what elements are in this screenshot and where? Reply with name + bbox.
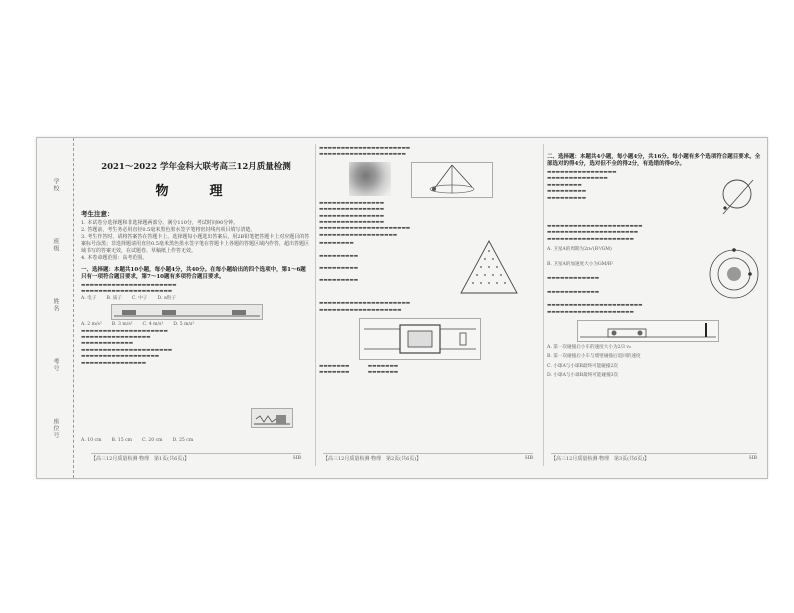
question-text: ▬▬▬▬▬▬▬▬▬▬▬▬▬▬▬▬▬▬▬▬ bbox=[319, 152, 406, 158]
spring-block-figure bbox=[251, 408, 293, 428]
toy-photo bbox=[349, 162, 391, 196]
binding-margin bbox=[37, 138, 74, 478]
exam-title: 2021～2022 学年金科大联考高三12月质量检测 bbox=[101, 162, 291, 172]
notice-item: 2. 答题前，考生务必用直径0.5毫米黑色墨水签字笔将密封线内项目填写清楚。 bbox=[81, 227, 256, 233]
page-3-column bbox=[547, 146, 761, 464]
exam-sheet bbox=[36, 137, 768, 479]
question-text: ▬▬▬▬▬▬▬▬▬▬▬▬▬▬▬▬▬▬▬▬▬▬ bbox=[81, 283, 177, 288]
question-options: A. 10 cm B. 15 cm C. 20 cm D. 25 cm bbox=[81, 438, 194, 443]
subject-title: 物 理 bbox=[155, 184, 237, 199]
question-option: A. 第一次碰撞后小车的速度大小为2/3 v₀ bbox=[547, 345, 631, 351]
figure-row bbox=[349, 162, 539, 198]
margin-label-name: 姓名 bbox=[52, 298, 59, 312]
column-divider bbox=[543, 144, 544, 466]
question-text: ▬▬▬▬▬▬▬▬▬▬▬▬▬▬▬▬ bbox=[81, 335, 151, 341]
question-option-line: ▬▬▬▬▬▬▬ ▬▬▬▬▬▬▬ bbox=[319, 370, 399, 376]
question-text: ▬▬▬▬▬▬▬▬▬▬▬▬▬▬▬▬▬▬▬▬▬ bbox=[319, 146, 411, 151]
question-option-line: ▬▬▬▬▬▬▬▬▬▬▬▬▬▬▬ bbox=[319, 213, 385, 219]
notice-item: 4. 本卷命题范围：高考范围。 bbox=[81, 255, 148, 261]
satellite-orbit-figure bbox=[707, 247, 761, 301]
cone-pendulum-figure bbox=[411, 162, 493, 198]
page-footer: 【高三12月质量检测·物理 第2页(共6页)】 HB bbox=[323, 455, 533, 462]
question-option: C. 小球A与小球B最终可能碰撞2次 bbox=[547, 363, 619, 369]
notice-item: 3. 考生作答时，请将答案答在答题卡上。选择题每小题选出答案后，用2B铅笔把答题卡上对应题目的答案标号涂黑；非选择题请用直径0.5毫米黑色墨水签字笔在答题卡上各题的答题区域内作答，超出答题区域书写的答案无效，在试题卷、草稿纸上作答无效。 bbox=[81, 234, 310, 254]
margin-label-seat: 座位号 bbox=[52, 418, 59, 439]
question-options: A. 电子 B. 质子 C. 中子 D. α粒子 bbox=[81, 295, 177, 301]
question-option: D. 小球A与小球B最终可能碰撞3次 bbox=[547, 373, 619, 379]
triangle-question: ▬▬▬▬▬▬▬▬ ▬▬▬▬▬▬▬▬▬ ▬▬▬▬▬▬▬▬▬ ▬▬▬▬▬▬▬▬▬ bbox=[319, 239, 539, 301]
question-option-line: ▬▬▬▬▬▬▬▬▬▬▬▬▬▬▬ bbox=[319, 207, 385, 213]
margin-label-id: 考号 bbox=[52, 358, 59, 372]
loop-track-question: ▬▬▬▬▬▬▬▬▬▬▬▬▬▬▬▬ ▬▬▬▬▬▬▬▬▬▬▬▬▬▬ ▬▬▬▬▬▬▬▬ ▬▬▬▬▬▬▬▬▬ ▬▬▬▬▬▬▬▬▬ bbox=[547, 170, 761, 224]
question-text: ▬▬▬▬▬▬▬▬▬▬▬▬▬▬▬▬▬▬▬▬▬ bbox=[81, 347, 173, 353]
question-text: ▬▬▬▬▬▬▬▬▬▬▬▬▬▬▬ bbox=[81, 360, 147, 366]
question-text: ▬▬▬▬▬▬▬▬▬▬▬▬ bbox=[81, 341, 134, 347]
question-text: ▬▬▬▬▬▬▬▬▬▬▬▬▬▬▬▬▬▬▬▬▬ bbox=[319, 301, 411, 307]
notice-item: 1. 本试卷分选择题和非选择题两部分。满分110分，考试时间90分钟。 bbox=[81, 220, 239, 226]
question-text: ▬▬▬▬▬▬▬▬▬▬▬▬▬▬▬▬▬▬▬▬▬ bbox=[81, 289, 173, 295]
question-text: ▬▬▬▬▬▬▬▬▬▬▬▬▬▬▬▬▬▬ bbox=[319, 232, 398, 238]
question-text: ▬▬▬▬▬▬▬▬▬▬▬▬▬▬▬▬▬▬ bbox=[81, 354, 160, 360]
question-option-line: ▬▬▬▬▬▬▬▬▬▬▬▬▬▬▬ bbox=[319, 220, 385, 226]
margin-label-class: 班级 bbox=[52, 238, 59, 252]
question-text: ▬▬▬▬▬▬▬▬▬▬▬▬▬▬▬▬▬▬▬▬ bbox=[81, 328, 168, 334]
margin-label-school: 学校 bbox=[52, 178, 59, 192]
notice-heading: 考生注意： bbox=[81, 210, 114, 218]
column-divider bbox=[315, 144, 316, 466]
question-text: ▬▬▬▬▬▬▬▬▬▬▬▬▬▬▬▬▬▬▬ bbox=[319, 307, 402, 313]
section-heading-part1: 一、选择题：本题共10小题，每小题4分，共40分。在每小题给出的四个选项中，第1～6题只有一项符合题目要求，第7～10题有多项符合题目要求。 bbox=[81, 267, 306, 280]
question-option: B. 第一次碰撞后小车与墙壁碰撞后返回的速度 bbox=[547, 354, 641, 360]
question-text: ▬▬▬▬▬▬▬▬▬▬▬▬▬▬▬▬▬▬▬▬▬▬ bbox=[547, 303, 643, 309]
question-option-line: ▬▬▬▬▬▬▬▬▬▬▬▬▬▬▬ bbox=[319, 200, 385, 206]
loop-track-figure bbox=[717, 174, 757, 218]
road-cars-figure bbox=[111, 304, 263, 320]
question-text: ▬▬▬▬▬▬▬▬▬▬▬▬▬▬▬▬▬▬▬▬ bbox=[547, 309, 634, 315]
question-option-line: ▬▬▬▬▬▬▬ ▬▬▬▬▬▬▬ bbox=[319, 364, 399, 370]
page-footer: 【高三12月质量检测·物理 第3页(共6页)】 HB bbox=[551, 455, 757, 462]
section-heading-part2: 二、选择题：本题共4小题，每小题4分，共16分。每小题有多个选项符合题目要求。全部选对的得4分，选对但不全的得2分，有选错的得0分。 bbox=[547, 154, 761, 167]
question-options: A. 2 m/s² B. 3 m/s² C. 4 m/s² D. 5 m/s² bbox=[81, 322, 195, 328]
question-text: ▬▬▬▬▬▬▬▬▬▬▬▬▬▬▬▬▬▬▬▬▬▬ bbox=[547, 224, 643, 229]
cart-wall-figure bbox=[577, 320, 719, 342]
question-text: ▬▬▬▬▬▬▬▬▬▬▬▬▬▬▬▬▬▬▬▬ bbox=[547, 236, 634, 242]
triangle-field-figure bbox=[459, 239, 519, 295]
satellite-question: A. 卫星A的周期为2π√(R³/GM) B. 卫星A的加速度大小为GM/R² ▬▬▬▬▬▬▬▬▬▬▬▬ ▬▬▬▬▬▬▬▬▬▬▬▬ bbox=[547, 247, 761, 303]
page-1-column bbox=[81, 146, 311, 464]
page-footer: 【高三12月质量检测·物理 第1页(共6页)】 HB bbox=[91, 455, 301, 462]
question-text: ▬▬▬▬▬▬▬▬▬▬▬▬▬▬▬▬▬▬▬▬▬ bbox=[547, 230, 639, 236]
page-2-column bbox=[319, 146, 539, 464]
question-text: ▬▬▬▬▬▬▬▬▬▬▬▬▬▬▬▬▬▬▬▬▬ bbox=[319, 226, 411, 232]
transformer-circuit-figure bbox=[359, 318, 481, 360]
